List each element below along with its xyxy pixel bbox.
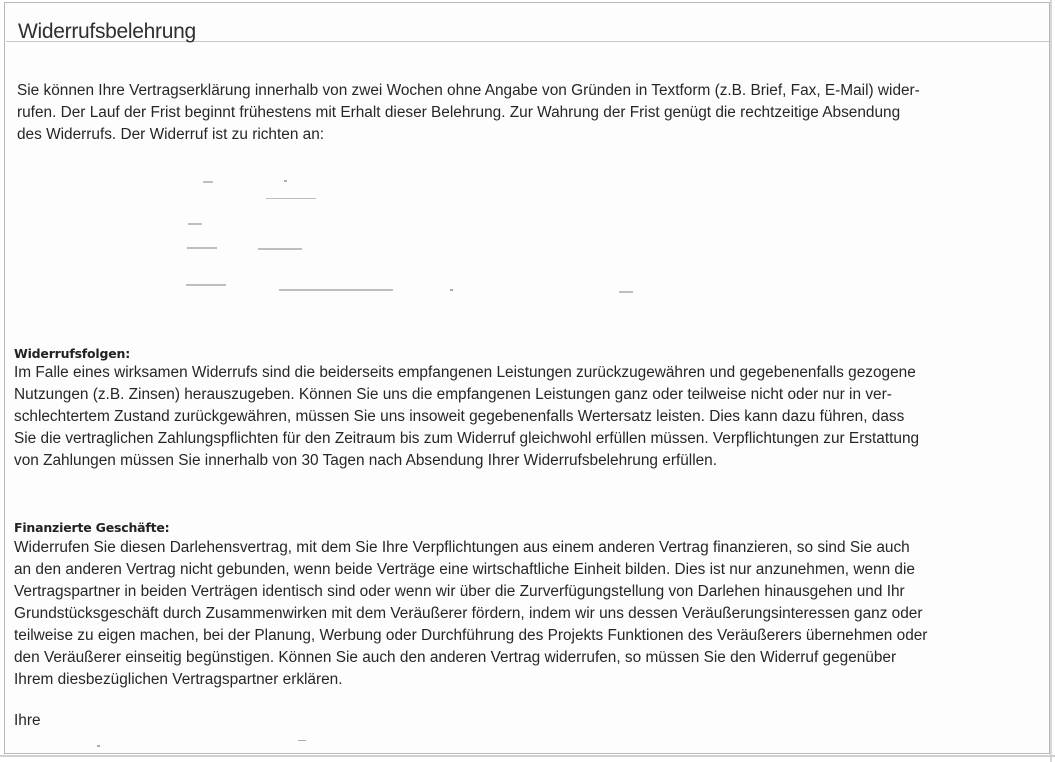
paragraph-line: Vertragspartner in beiden Verträgen identisch sind oder wenn wir über die Zurverfügungstellung von Darlehen hinausgehen und Ihr (14, 583, 905, 600)
redaction-mark (186, 284, 226, 286)
paragraph-line: teilweise zu eigen machen, bei der Planung, Werbung oder Durchführung des Projekts Funktionen des Veräußerers übernehmen oder (14, 627, 928, 644)
scan-edge-bottom (0, 755, 1055, 757)
paragraph-line: schlechtertem Zustand zurückgewähren, müssen Sie uns insoweit gegebenenfalls Wertersatz leisten. Dies kann dazu führen, dass (14, 408, 905, 425)
section-paragraph-finanzierte-geschaefte (14, 537, 927, 691)
paragraph-line: Sie die vertraglichen Zahlungspflichten für den Zeitraum bis zum Widerruf gleichwohl erfüllen müssen. Verpflichtungen zur Erstattung (14, 430, 920, 447)
redaction-mark (258, 248, 302, 250)
section-heading-widerrufsfolgen: Widerrufsfolgen: (14, 346, 131, 361)
paragraph-line: Im Falle eines wirksamen Widerrufs sind die beiderseits empfangenen Leistungen zurückzugewähren und gegebenenfalls gezogene (14, 364, 916, 381)
intro-line: des Widerrufs. Der Widerruf ist zu richten an: (17, 126, 325, 143)
section-paragraph-widerrufsfolgen (14, 362, 919, 472)
redaction-mark (187, 247, 217, 249)
redaction-mark (619, 291, 633, 293)
redaction-mark (450, 289, 453, 291)
redaction-mark (188, 223, 202, 225)
paragraph-line: Ihrem diesbezüglichen Vertragspartner erklären. (14, 671, 343, 688)
redaction-mark (203, 181, 213, 183)
paragraph-line: Grundstücksgeschäft durch Zusammenwirken mit dem Veräußerer fördern, indem wir uns dessen Veräußerungsinteressen ganz oder (14, 605, 923, 622)
intro-line: Sie können Ihre Vertragserklärung innerhalb von zwei Wochen ohne Angabe von Gründen in Textform (z.B. Brief, Fax, E-Mail) wider- (17, 82, 920, 99)
intro-line: rufen. Der Lauf der Frist beginnt frühestens mit Erhalt dieser Belehrung. Zur Wahrung der Frist genügt die rechtzeitige Absendung (17, 104, 901, 121)
title-box (6, 6, 1049, 42)
intro-paragraph (17, 80, 920, 146)
section-heading-finanzierte-geschaefte: Finanzierte Geschäfte: (14, 520, 170, 535)
paragraph-line: den Veräußerer einseitig begünstigen. Können Sie auch den anderen Vertrag widerrufen, so müssen Sie den Widerruf gegenüber (14, 649, 897, 666)
paragraph-line: an den anderen Vertrag nicht gebunden, wenn beide Verträge eine wirtschaftliche Einheit bilden. Dies ist nur anzunehmen, wenn die (14, 561, 915, 578)
redaction-mark (279, 289, 393, 291)
paragraph-line: Nutzungen (z.B. Zinsen) herauszugeben. Können Sie uns die empfangenen Leistungen ganz oder teilweise nicht oder nur in ver- (14, 386, 892, 403)
closing-salutation: Ihre (14, 712, 41, 729)
redaction-mark (266, 198, 316, 199)
scan-speck (97, 745, 100, 747)
scan-speck (298, 740, 306, 741)
paragraph-line: von Zahlungen müssen Sie innerhalb von 30 Tagen nach Absendung Ihrer Widerrufsbelehrung erfüllen. (14, 452, 718, 469)
redaction-mark (284, 180, 287, 182)
document-title: Widerrufsbelehrung (18, 20, 196, 43)
paragraph-line: Widerrufen Sie diesen Darlehensvertrag, mit dem Sie Ihre Verpflichtungen aus einem anderen Vertrag finanzieren, so sind Sie auch (14, 539, 910, 556)
scan-edge-right (1050, 0, 1052, 762)
